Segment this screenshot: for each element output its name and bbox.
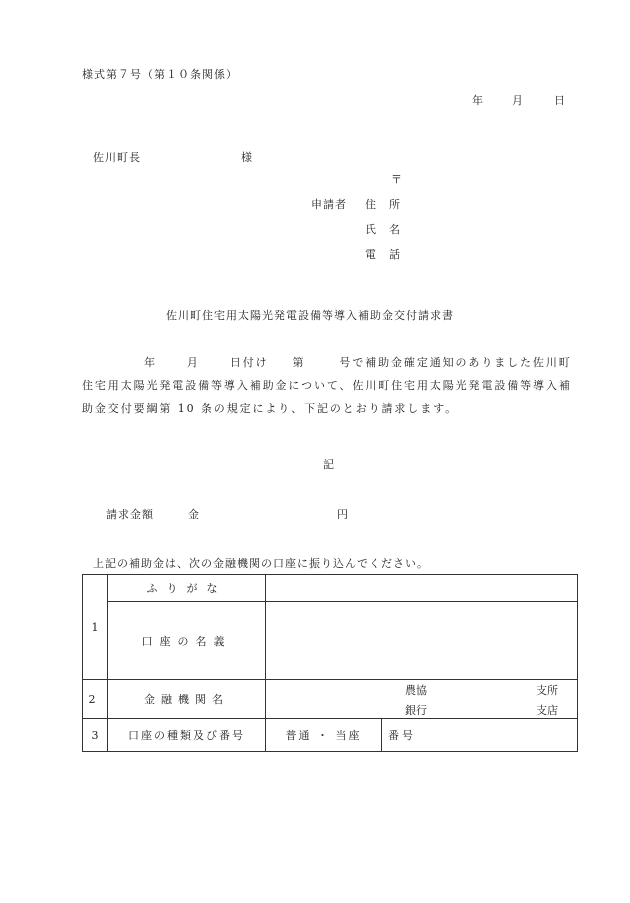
account-kind-selector[interactable]: 普通 ・ 当座 [266,719,382,751]
furigana-field[interactable] [266,575,578,602]
body-dated: 日付け [229,356,269,369]
phone-label: 電 話 [365,248,401,261]
addressee-name: 佐川町長 [93,151,141,164]
form-number: 様式第７号（第１０条関係） [82,68,238,81]
body-dai: 第 [292,356,306,369]
request-body [82,351,582,420]
shiten-label: 支店 [536,704,558,717]
date-month: 月 [512,94,524,107]
nokyo-label: 農協 [405,684,427,697]
transfer-note: 上記の補助金は、次の金融機関の口座に振り込んでください。 [93,557,429,570]
addressee-honorific: 様 [241,151,253,164]
name-label: 氏 名 [365,223,401,236]
amount-yen: 円 [337,508,349,521]
ginko-label: 銀行 [405,704,427,717]
ki-heading: 記 [323,458,335,471]
bank-account-table [82,574,578,752]
postal-mark: 〒 [391,173,403,186]
row-number-3: 3 [83,719,108,752]
body-month: 月 [186,356,200,369]
account-holder-label: 口座の名義 [108,602,266,680]
date-day: 日 [554,94,566,107]
account-type-label: 口座の種類及び番号 [108,719,266,752]
document-title: 佐川町住宅用太陽光発電設備等導入補助金交付請求書 [166,309,454,322]
shisho-label: 支所 [536,684,558,697]
account-type-cell [266,719,578,752]
row-number-2: 2 [83,680,108,719]
body-year: 年 [144,356,157,369]
amount-label: 請求金額 [106,508,154,521]
body-text: 号で補助金確定通知のありました佐川町住宅用太陽光発電設備等導入補助金について、佐川町住宅用太陽光発電設備等導入補助金交付要綱第 10 条の規定により、下記のとおり請求します。 [82,356,572,415]
date-year: 年 [472,94,484,107]
bank-name-label: 金融機関名 [108,680,266,719]
furigana-label: ふりがな [108,575,266,602]
address-label: 住 所 [365,198,401,211]
row-number-1: 1 [83,575,108,680]
applicant-label: 申請者 [311,198,347,211]
amount-kin: 金 [188,508,200,521]
account-number-label: 番号 [388,729,416,742]
bank-name-field[interactable] [266,680,578,719]
account-holder-field[interactable] [266,602,578,680]
